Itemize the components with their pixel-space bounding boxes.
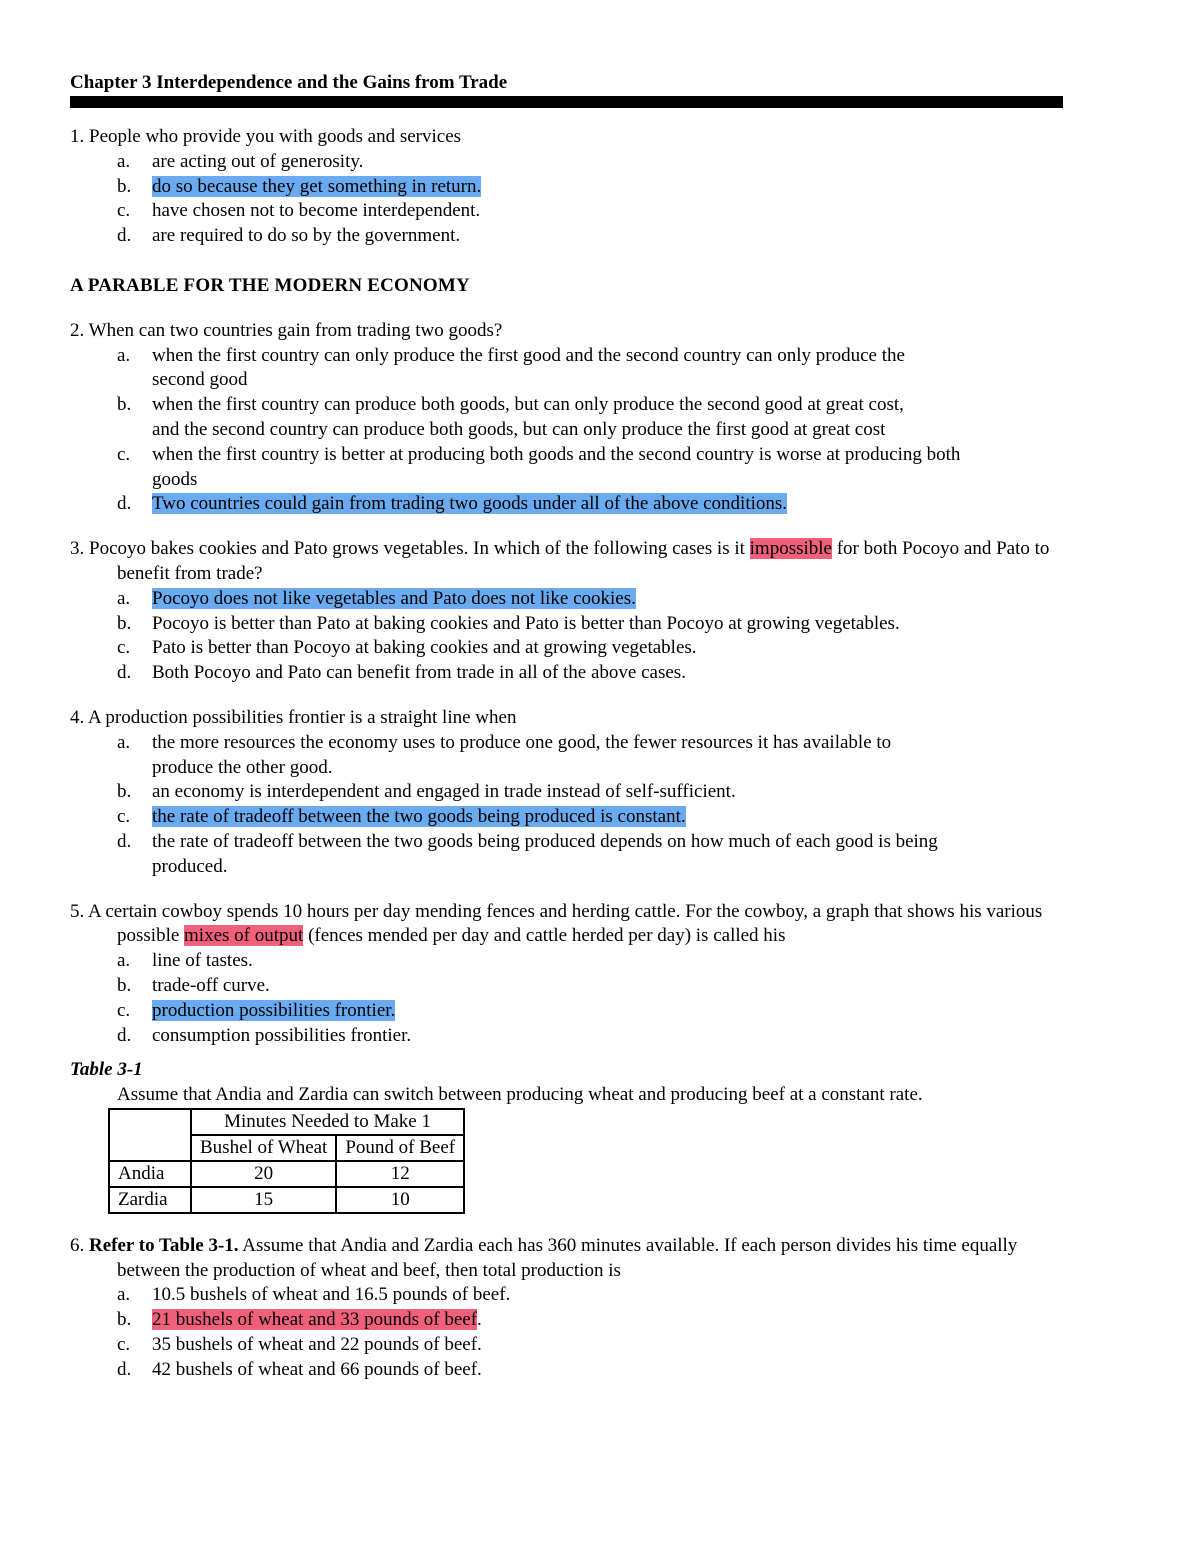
- option-text: the rate of tradeoff between the two goods being produced depends on how much of each good is being produced.: [152, 830, 938, 877]
- question-3-stem: [70, 537, 1060, 587]
- table-label: Table 3-1: [70, 1059, 143, 1081]
- document-page: [70, 70, 1060, 1383]
- spacer: [70, 880, 1060, 900]
- option-text: an economy is interdependent and engaged in trade instead of self-sufficient.: [152, 781, 736, 803]
- question-5: [70, 900, 1060, 1049]
- option-text-tail: .: [477, 1309, 482, 1331]
- option-a: [70, 949, 1060, 974]
- question-2-stem: [70, 319, 1060, 344]
- option-letter: a.: [117, 731, 131, 753]
- option-letter: c.: [117, 999, 131, 1021]
- option-letter: a.: [117, 587, 131, 609]
- spacer: [70, 299, 1060, 319]
- table-header-row: [109, 1109, 464, 1135]
- question-text: (fences mended per day and cattle herded per day) is called his: [303, 925, 786, 947]
- title-rule: [70, 96, 1063, 108]
- table-cell: 20: [191, 1161, 336, 1187]
- option-a: [70, 587, 1060, 612]
- question-6-stem: [70, 1234, 1060, 1284]
- option-a: [70, 344, 1060, 394]
- option-letter: a.: [117, 1284, 131, 1306]
- option-letter: b.: [117, 394, 132, 416]
- option-b: [70, 175, 1060, 200]
- question-4-stem: [70, 706, 1060, 731]
- table-group-header: Minutes Needed to Make 1: [191, 1109, 464, 1135]
- option-letter: c.: [117, 443, 131, 465]
- question-3: [70, 537, 1060, 686]
- question-reference: Refer to Table 3-1.: [89, 1234, 239, 1256]
- table-column-header: Bushel of Wheat: [191, 1135, 336, 1161]
- option-b: [70, 612, 1060, 637]
- question-1: [70, 125, 1060, 249]
- option-text: Both Pocoyo and Pato can benefit from trade in all of the above cases.: [152, 662, 686, 684]
- option-d: [70, 1024, 1060, 1049]
- option-letter: b.: [117, 612, 132, 634]
- spacer: [70, 517, 1060, 537]
- option-letter: c.: [117, 637, 131, 659]
- question-text: People who provide you with goods and services: [89, 126, 462, 147]
- option-text: when the first country can only produce the first good and the second country can only produce the second good: [152, 344, 905, 391]
- option-c: [70, 199, 1060, 224]
- option-letter: b.: [117, 1309, 132, 1331]
- option-text: Pocoyo is better than Pato at baking cookies and Pato is better than Pocoyo at growing vegetables.: [152, 612, 900, 634]
- question-text-highlighted: mixes of output: [184, 925, 304, 947]
- option-letter: d.: [117, 1024, 132, 1046]
- table-cell: 15: [191, 1187, 336, 1213]
- spacer: [70, 1214, 1060, 1234]
- table-intro: Assume that Andia and Zardia can switch between producing wheat and producing beef at a constant rate.: [117, 1084, 923, 1106]
- option-b: [70, 780, 1060, 805]
- question-number: 3.: [70, 538, 85, 560]
- option-letter: c.: [117, 200, 131, 222]
- option-c: [70, 636, 1060, 661]
- data-table: [108, 1108, 465, 1214]
- option-b: [70, 1308, 1060, 1333]
- table-column-header: Pound of Beef: [336, 1135, 464, 1161]
- option-letter: b.: [117, 974, 132, 996]
- spacer: [70, 1048, 1060, 1058]
- option-text: line of tastes.: [152, 950, 253, 972]
- option-b: [70, 393, 1060, 443]
- page-title: Chapter 3 Interdependence and the Gains from Trade: [70, 72, 508, 93]
- question-text: Pocoyo bakes cookies and Pato grows vegetables. In which of the following cases is it: [89, 538, 750, 560]
- option-d: [70, 1358, 1060, 1383]
- option-c: [70, 999, 1060, 1024]
- option-text-highlighted: Pocoyo does not like vegetables and Pato does not like cookies.: [152, 587, 636, 609]
- spacer: [70, 249, 1060, 274]
- option-text: the more resources the economy uses to produce one good, the fewer resources it has available to produce the other good.: [152, 731, 892, 778]
- option-a: [70, 731, 1060, 781]
- question-text: A certain cowboy spends 10 hours per day mending fences and herding cattle. For the cowboy, a graph that shows his various possible: [87, 900, 1043, 947]
- question-text: A production possibilities frontier is a straight line when: [87, 706, 517, 728]
- section-heading: A PARABLE FOR THE MODERN ECONOMY: [70, 274, 470, 296]
- option-text-highlighted: 21 bushels of wheat and 33 pounds of beef: [152, 1309, 478, 1331]
- table-corner-cell: [109, 1109, 191, 1161]
- option-letter: d.: [117, 225, 132, 247]
- option-text: have chosen not to become interdependent.: [152, 200, 481, 222]
- option-text: Pato is better than Pocoyo at baking cookies and at growing vegetables.: [152, 637, 697, 659]
- option-text: when the first country is better at producing both goods and the second country is worse at producing both goods: [152, 443, 961, 490]
- question-text-highlighted: impossible: [749, 538, 832, 560]
- option-text: 42 bushels of wheat and 66 pounds of beef.: [152, 1358, 482, 1380]
- question-number: 6.: [70, 1234, 85, 1256]
- question-2: [70, 319, 1060, 517]
- question-text: Assume that Andia and Zardia each has 360 minutes available. If each person divides his time equally between the production of wheat and beef, then total production is: [117, 1234, 1018, 1281]
- option-letter: a.: [117, 150, 131, 172]
- option-text-highlighted: the rate of tradeoff between the two goods being produced is constant.: [152, 806, 686, 828]
- option-a: [70, 1283, 1060, 1308]
- option-text: 10.5 bushels of wheat and 16.5 pounds of beef.: [152, 1284, 511, 1306]
- option-letter: d.: [117, 1358, 132, 1380]
- option-c: [70, 1333, 1060, 1358]
- table-cell: 12: [336, 1161, 464, 1187]
- option-letter: b.: [117, 781, 132, 803]
- option-text: are acting out of generosity.: [152, 150, 364, 172]
- option-letter: c.: [117, 806, 131, 828]
- option-d: [70, 224, 1060, 249]
- table-row-header: Zardia: [109, 1187, 191, 1213]
- table-row: [109, 1161, 464, 1187]
- option-letter: d.: [117, 493, 132, 515]
- question-number: 5.: [70, 900, 85, 922]
- option-d: [70, 830, 1060, 880]
- option-text: consumption possibilities frontier.: [152, 1024, 412, 1046]
- option-letter: a.: [117, 344, 131, 366]
- option-d: [70, 492, 1060, 517]
- option-b: [70, 974, 1060, 999]
- option-d: [70, 661, 1060, 686]
- option-letter: d.: [117, 830, 132, 852]
- option-text-highlighted: production possibilities frontier.: [152, 999, 396, 1021]
- question-5-stem: [70, 900, 1060, 950]
- question-number: 2.: [70, 319, 85, 341]
- option-a: [70, 150, 1060, 175]
- question-number: 1.: [70, 126, 85, 147]
- table-cell: 10: [336, 1187, 464, 1213]
- question-text: for both Pocoyo and Pato to benefit from trade?: [117, 538, 1050, 584]
- option-letter: b.: [117, 175, 132, 197]
- question-1-stem: [70, 125, 1060, 150]
- table-row: [109, 1187, 464, 1213]
- option-letter: a.: [117, 950, 131, 972]
- option-text-highlighted: do so because they get something in return.: [152, 175, 482, 197]
- option-letter: d.: [117, 662, 132, 684]
- table-row-header: Andia: [109, 1161, 191, 1187]
- option-text-highlighted: Two countries could gain from trading two goods under all of the above conditions.: [152, 493, 788, 515]
- question-4: [70, 706, 1060, 880]
- option-text: are required to do so by the government.: [152, 225, 461, 247]
- spacer: [70, 686, 1060, 706]
- option-text: when the first country can produce both goods, but can only produce the second good at great cost, and the second country can produce both goods, but can only produce the first good at great cost: [152, 394, 904, 440]
- question-text: When can two countries gain from trading two goods?: [88, 319, 503, 341]
- option-text: 35 bushels of wheat and 22 pounds of beef.: [152, 1334, 482, 1356]
- option-text: trade-off curve.: [152, 974, 270, 996]
- option-c: [70, 443, 1060, 493]
- option-c: [70, 805, 1060, 830]
- question-number: 4.: [70, 706, 85, 728]
- option-letter: c.: [117, 1334, 131, 1356]
- question-6: [70, 1234, 1060, 1383]
